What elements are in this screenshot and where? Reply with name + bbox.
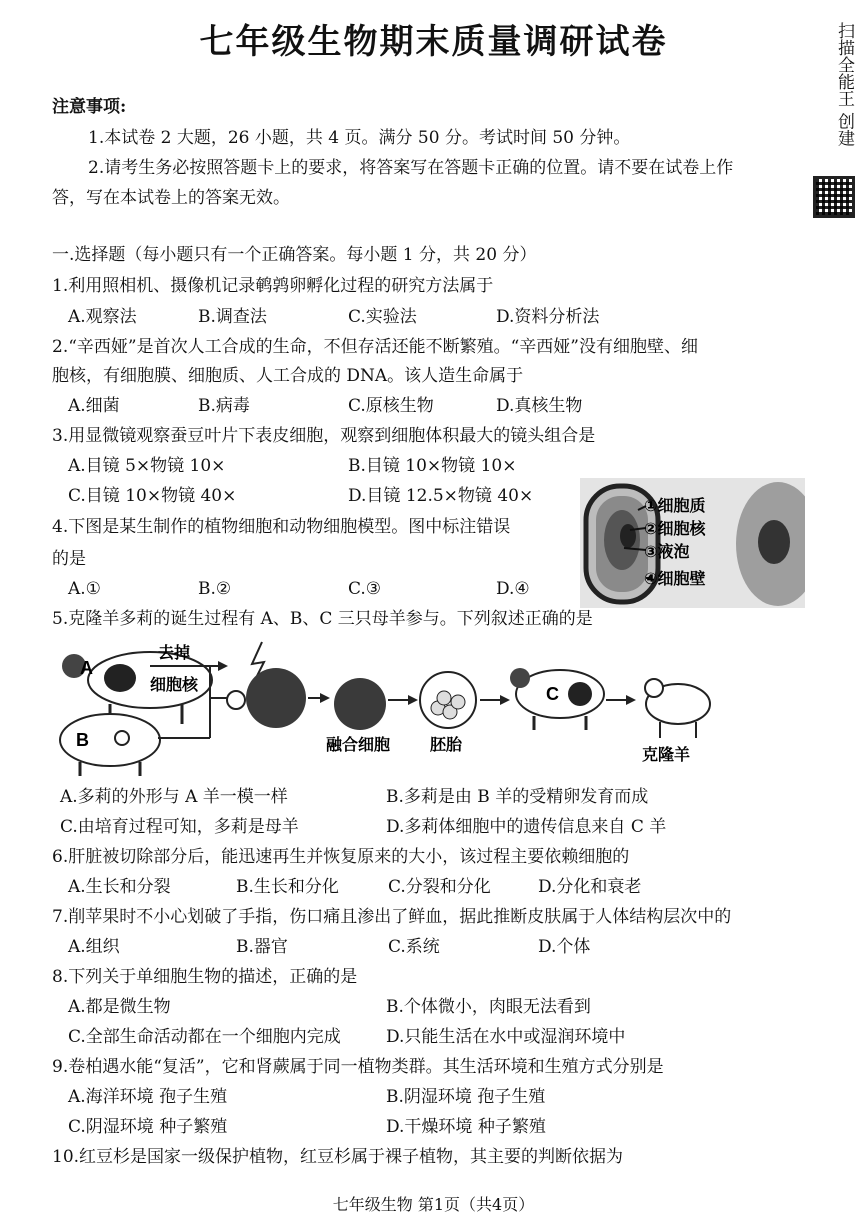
clone-sheep-diagram xyxy=(50,638,720,778)
q1-option-a: A.观察法 xyxy=(68,307,137,327)
q6-option-d: D.分化和衰老 xyxy=(538,877,642,897)
q2-option-c: C.原核生物 xyxy=(348,396,434,416)
clone-lamb-icon xyxy=(645,679,710,738)
qr-code xyxy=(813,176,855,218)
q8-option-a: A.都是微生物 xyxy=(68,997,171,1017)
q8-stem: 8.下列关于单细胞生物的描述，正确的是 xyxy=(52,967,358,987)
q8-option-b: B.个体微小，肉眼无法看到 xyxy=(386,997,591,1017)
q6-option-a: A.生长和分裂 xyxy=(68,877,171,897)
q7-option-c: C.系统 xyxy=(388,937,440,957)
fused-cell-icon xyxy=(246,668,306,728)
q10-stem: 10.红豆杉是国家一级保护植物，红豆杉属于裸子植物，其主要的判断依据为 xyxy=(52,1147,624,1167)
notes-heading: 注意事项: xyxy=(52,97,127,117)
q4-stem-2: 的是 xyxy=(52,549,86,569)
remove-label-1: 去掉 xyxy=(158,643,191,662)
section-heading: 一.选择题（每小题只有一个正确答案。每小题 1 分，共 20 分） xyxy=(52,245,537,265)
q4-option-c: C.③ xyxy=(348,579,382,599)
clone-lamb-label: 克隆羊 xyxy=(642,745,691,764)
sheep-c-icon xyxy=(510,668,604,730)
q3-option-d: D.目镜 12.5×物镜 40× xyxy=(348,486,534,506)
q9-option-a: A.海洋环境 孢子生殖 xyxy=(68,1087,228,1107)
exam-title: 七年级生物期末质量调研试卷 xyxy=(199,22,668,62)
fused-cell-label: 融合细胞 xyxy=(326,735,391,754)
sheep-c-label: C xyxy=(546,684,559,704)
q7-option-b: B.器官 xyxy=(236,937,288,957)
scanner-watermark: 扫描全能王 创建 xyxy=(834,22,854,147)
q2-option-a: A.细菌 xyxy=(68,396,120,416)
q9-option-b: B.阴湿环境 孢子生殖 xyxy=(386,1087,546,1107)
q7-option-a: A.组织 xyxy=(68,937,120,957)
q5-option-a: A.多莉的外形与 A 羊一模一样 xyxy=(60,787,288,807)
q3-stem: 3.用显微镜观察蚕豆叶片下表皮细胞，观察到细胞体积最大的镜头组合是 xyxy=(52,426,596,446)
q1-option-d: D.资料分析法 xyxy=(496,307,600,327)
q1-option-c: C.实验法 xyxy=(348,307,417,327)
q6-option-b: B.生长和分化 xyxy=(236,877,339,897)
q3-option-a: A.目镜 5×物镜 10× xyxy=(68,456,226,476)
sheep-b-label: B xyxy=(76,730,89,750)
cell-label-4: ④细胞壁 xyxy=(644,569,706,588)
notes-line-2: 2.请考生务必按照答题卡上的要求，将答案写在答题卡正确的位置。请不要在试卷上作 xyxy=(88,158,734,178)
q4-option-d: D.④ xyxy=(496,579,530,599)
q2-option-d: D.真核生物 xyxy=(496,396,583,416)
sheep-b-icon xyxy=(60,714,160,776)
notes-line-3: 答，写在本试卷上的答案无效。 xyxy=(52,188,290,208)
q5-option-d: D.多莉体细胞中的遗传信息来自 C 羊 xyxy=(386,817,667,837)
q6-stem: 6.肝脏被切除部分后，能迅速再生并恢复原来的大小，该过程主要依赖细胞的 xyxy=(52,847,630,867)
sheep-a-label: A xyxy=(80,658,93,678)
q5-option-c: C.由培育过程可知，多莉是母羊 xyxy=(60,817,299,837)
q1-option-b: B.调查法 xyxy=(198,307,267,327)
q6-option-c: C.分裂和分化 xyxy=(388,877,491,897)
embryo-icon xyxy=(420,672,476,728)
q3-option-c: C.目镜 10×物镜 40× xyxy=(68,486,237,506)
q9-stem: 9.卷柏遇水能“复活”，它和肾蕨属于同一植物类群。其生活环境和生殖方式分别是 xyxy=(52,1057,664,1077)
cell-model-figure xyxy=(580,478,805,608)
embryo-label: 胚胎 xyxy=(430,735,463,754)
notes-line-1: 1.本试卷 2 大题，26 小题，共 4 页。满分 50 分。考试时间 50 分钟。 xyxy=(88,128,631,148)
q2-stem-1: 2.“辛西娅”是首次人工合成的生命，不但存活还能不断繁殖。“辛西娅”没有细胞壁、细 xyxy=(52,337,698,357)
q1-stem: 1.利用照相机、摄像机记录鹌鹑卵孵化过程的研究方法属于 xyxy=(52,276,494,296)
page-footer: 七年级生物 第1页（共4页） xyxy=(332,1195,535,1214)
q4-option-b: B.② xyxy=(198,579,232,599)
q4-stem-1: 4.下图是某生制作的植物细胞和动物细胞模型。图中标注错误 xyxy=(52,517,511,537)
cell-label-1: ①细胞质 xyxy=(644,496,706,515)
q9-option-c: C.阴湿环境 种子繁殖 xyxy=(68,1117,228,1137)
q2-option-b: B.病毒 xyxy=(198,396,250,416)
q5-stem: 5.克隆羊多莉的诞生过程有 A、B、C 三只母羊参与。下列叙述正确的是 xyxy=(52,609,593,629)
q5-option-b: B.多莉是由 B 羊的受精卵发育而成 xyxy=(386,787,649,807)
q2-stem-2: 胞核，有细胞膜、细胞质、人工合成的 DNA。该人造生命属于 xyxy=(52,366,524,386)
q3-option-b: B.目镜 10×物镜 10× xyxy=(348,456,517,476)
q4-option-a: A.① xyxy=(68,579,101,599)
q7-stem: 7.削苹果时不小心划破了手指，伤口痛且渗出了鲜血，据此推断皮肤属于人体结构层次中的 xyxy=(52,907,732,927)
q7-option-d: D.个体 xyxy=(538,937,591,957)
remove-label-2: 细胞核 xyxy=(150,675,199,694)
q8-option-c: C.全部生命活动都在一个细胞内完成 xyxy=(68,1027,341,1047)
cell-label-3: ③液泡 xyxy=(644,542,690,561)
q8-option-d: D.只能生活在水中或湿润环境中 xyxy=(386,1027,626,1047)
q9-option-d: D.干燥环境 种子繁殖 xyxy=(386,1117,546,1137)
cell-label-2: ②细胞核 xyxy=(644,519,706,538)
